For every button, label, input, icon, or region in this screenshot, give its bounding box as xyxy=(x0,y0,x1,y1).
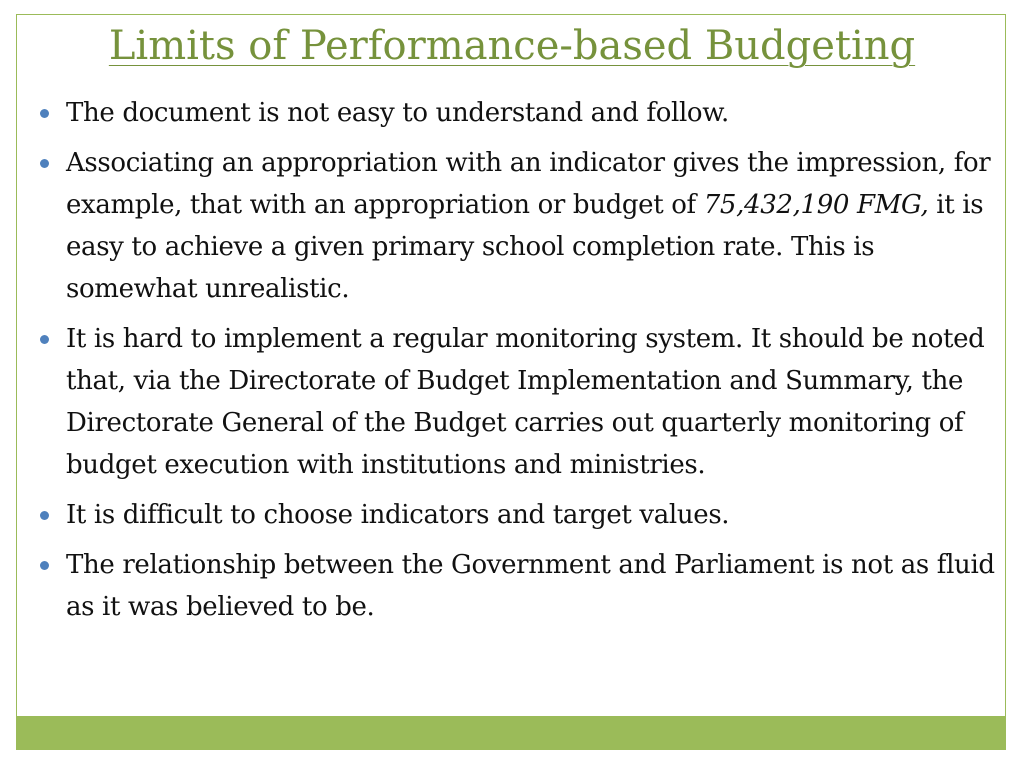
bullet-dot-icon xyxy=(40,511,49,520)
bullet-item xyxy=(34,544,1010,628)
bullet-dot-icon xyxy=(40,159,49,168)
bullet-text: Associating an appropriation with an indicator gives the impression, for example, that with an appropriation or budget of xyxy=(66,148,991,220)
bullet-dot-icon xyxy=(40,561,49,570)
budget-amount: 75,432,190 FMG, xyxy=(703,190,929,220)
bullet-text: It is hard to implement a regular monitoring system. It should be noted that, via the Directorate of Budget Implementation and Summary, the Directorate General of the Budget carries out quarterly monitoring of budget execution with institutions and ministries. xyxy=(66,324,985,480)
bullet-list xyxy=(34,92,1010,636)
bullet-item xyxy=(34,318,1010,486)
bullet-text: The relationship between the Government and Parliament is not as fluid as it was believed to be. xyxy=(66,550,995,622)
bullet-item xyxy=(34,92,1010,134)
bullet-text: The document is not easy to understand and follow. xyxy=(66,98,729,128)
slide-title: Limits of Performance-based Budgeting xyxy=(108,23,916,69)
bullet-item xyxy=(34,494,1010,536)
bullet-dot-icon xyxy=(40,109,49,118)
bullet-text: it is easy to achieve a given primary school completion rate. This is somewhat unrealistic. xyxy=(66,190,984,304)
bullet-item xyxy=(34,142,1010,310)
bullet-text: It is difficult to choose indicators and target values. xyxy=(66,500,730,530)
footer-accent-band xyxy=(16,716,1006,750)
bullet-dot-icon xyxy=(40,335,49,344)
